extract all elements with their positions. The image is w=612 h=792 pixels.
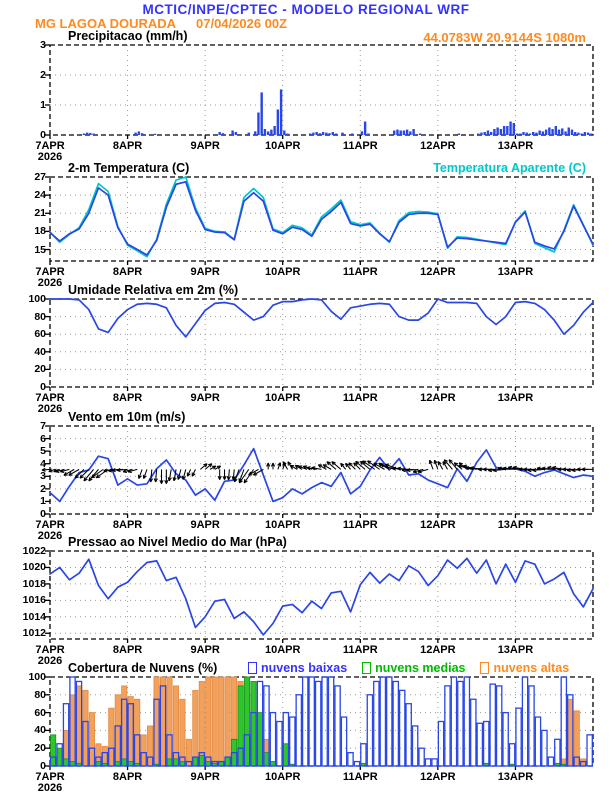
x-tick-label: 9APR — [190, 266, 220, 278]
y-tick-label: 27 — [34, 171, 46, 183]
y-tick-label: 60 — [34, 706, 46, 719]
x-tick-label: 8APR — [112, 644, 143, 656]
y-tick-label: 1 — [40, 99, 46, 111]
x-tick-label: 12APR — [420, 771, 456, 783]
panel-title-temperature: 2-m Temperatura (C) — [68, 161, 190, 175]
y-tick-label: 7 — [40, 420, 46, 432]
x-tick-label: 7APR — [35, 771, 65, 783]
panel-title-humidity: Umidade Relativa em 2m (%) — [68, 283, 239, 297]
x-tick-label: 8APR — [112, 266, 143, 278]
x-year-label: 2026 — [37, 403, 63, 415]
x-tick-label: 13APR — [497, 644, 534, 656]
x-tick-label: 7APR — [35, 519, 65, 531]
x-tick-label: 8APR — [112, 392, 143, 404]
x-tick-label: 12APR — [420, 266, 456, 278]
x-year-label: 2026 — [37, 782, 63, 792]
x-tick-label: 10APR — [264, 140, 301, 152]
legend-box-baixas-icon — [248, 662, 257, 674]
y-tick-label: 1022 — [22, 545, 46, 557]
panel-title-apparent-temperature: Temperatura Aparente (C) — [433, 161, 586, 175]
y-tick-label: 4 — [40, 457, 46, 470]
y-tick-label: 0 — [40, 760, 46, 772]
station-name: MG LAGOA DOURADA — [35, 16, 177, 31]
x-tick-label: 11APR — [342, 140, 378, 152]
panel-title-pressure: Pressao ao Nivel Medio do Mar (hPa) — [68, 535, 287, 549]
y-tick-label: 60 — [34, 328, 46, 341]
panel-title-precipitation: Precipitacao (mm/h) — [68, 29, 188, 43]
y-tick-label: 1018 — [22, 577, 46, 590]
y-tick-label: 40 — [34, 724, 46, 737]
page-title: MCTIC/INPE/CPTEC - MODELO REGIONAL WRF — [142, 2, 470, 17]
x-tick-label: 13APR — [497, 392, 534, 404]
x-tick-label: 7APR — [35, 140, 65, 152]
legend-nuvens-medias — [362, 661, 465, 675]
legend-box-altas-icon — [480, 662, 489, 674]
y-tick-label: 1020 — [22, 561, 46, 574]
y-tick-label: 15 — [34, 243, 46, 256]
x-tick-label: 7APR — [35, 644, 65, 656]
x-tick-label: 13APR — [497, 771, 534, 783]
x-tick-label: 11APR — [342, 519, 378, 531]
y-tick-label: 20 — [34, 742, 46, 755]
x-tick-label: 8APR — [112, 519, 143, 531]
run-datetime: 07/04/2026 00Z — [196, 16, 288, 31]
legend-box-medias-icon — [362, 662, 371, 674]
x-tick-label: 9APR — [190, 392, 220, 404]
panel-title-wind: Vento em 10m (m/s) — [68, 410, 186, 424]
station-coordinates: 44.0783W 20.9144S 1080m — [423, 30, 586, 45]
y-tick-label: 0 — [40, 381, 46, 393]
x-tick-label: 10APR — [264, 771, 301, 783]
y-tick-label: 100 — [28, 293, 46, 305]
x-tick-label: 12APR — [420, 644, 456, 656]
legend-label-medias: nuvens medias — [375, 661, 466, 675]
y-tick-label: 1014 — [22, 610, 46, 623]
y-tick-label: 6 — [40, 432, 46, 445]
x-tick-label: 9APR — [190, 519, 220, 531]
y-tick-label: 18 — [34, 225, 46, 238]
x-tick-label: 9APR — [190, 644, 220, 656]
x-year-label: 2026 — [37, 530, 63, 542]
y-tick-label: 1 — [40, 495, 46, 508]
x-tick-label: 8APR — [112, 771, 143, 783]
legend-label-altas: nuvens altas — [493, 661, 570, 675]
y-tick-label: 3 — [40, 39, 46, 51]
y-tick-label: 0 — [40, 129, 46, 141]
y-tick-label: 1016 — [22, 594, 46, 607]
x-tick-label: 12APR — [420, 392, 456, 404]
x-tick-label: 10APR — [264, 392, 301, 404]
x-tick-label: 13APR — [497, 519, 534, 531]
y-tick-label: 1012 — [22, 627, 46, 640]
x-tick-label: 7APR — [35, 392, 65, 404]
x-tick-label: 11APR — [342, 266, 378, 278]
y-tick-label: 80 — [34, 310, 46, 323]
x-tick-label: 13APR — [497, 266, 534, 278]
legend-nuvens-baixas — [248, 661, 347, 675]
x-tick-label: 11APR — [342, 771, 378, 783]
x-tick-label: 9APR — [190, 140, 220, 152]
y-tick-label: 24 — [34, 189, 46, 202]
y-tick-label: 2 — [40, 69, 46, 81]
x-tick-label: 11APR — [342, 392, 378, 404]
x-year-label: 2026 — [37, 655, 63, 667]
x-tick-label: 10APR — [264, 519, 301, 531]
x-year-label: 2026 — [37, 151, 63, 163]
panel-title-clouds: Cobertura de Nuvens (%) — [68, 661, 218, 675]
y-tick-label: 0 — [40, 508, 46, 520]
y-tick-label: 2 — [40, 482, 46, 495]
y-tick-label: 3 — [40, 470, 46, 483]
x-tick-label: 10APR — [264, 644, 301, 656]
x-tick-label: 7APR — [35, 266, 65, 278]
legend-nuvens-altas — [480, 661, 569, 675]
x-tick-label: 8APR — [112, 140, 143, 152]
cloud-legend — [248, 661, 569, 675]
y-tick-label: 20 — [34, 363, 46, 376]
y-tick-label: 80 — [34, 688, 46, 701]
y-tick-label: 100 — [28, 671, 46, 683]
legend-label-baixas: nuvens baixas — [261, 661, 348, 675]
x-tick-label: 10APR — [264, 266, 301, 278]
x-tick-label: 12APR — [420, 140, 456, 152]
x-year-label: 2026 — [37, 277, 63, 289]
y-tick-label: 5 — [40, 445, 46, 458]
y-tick-label: 21 — [34, 207, 46, 220]
x-tick-label: 12APR — [420, 519, 456, 531]
x-tick-label: 13APR — [497, 140, 534, 152]
x-tick-label: 9APR — [190, 771, 220, 783]
x-tick-label: 11APR — [342, 644, 378, 656]
y-tick-label: 40 — [34, 345, 46, 358]
